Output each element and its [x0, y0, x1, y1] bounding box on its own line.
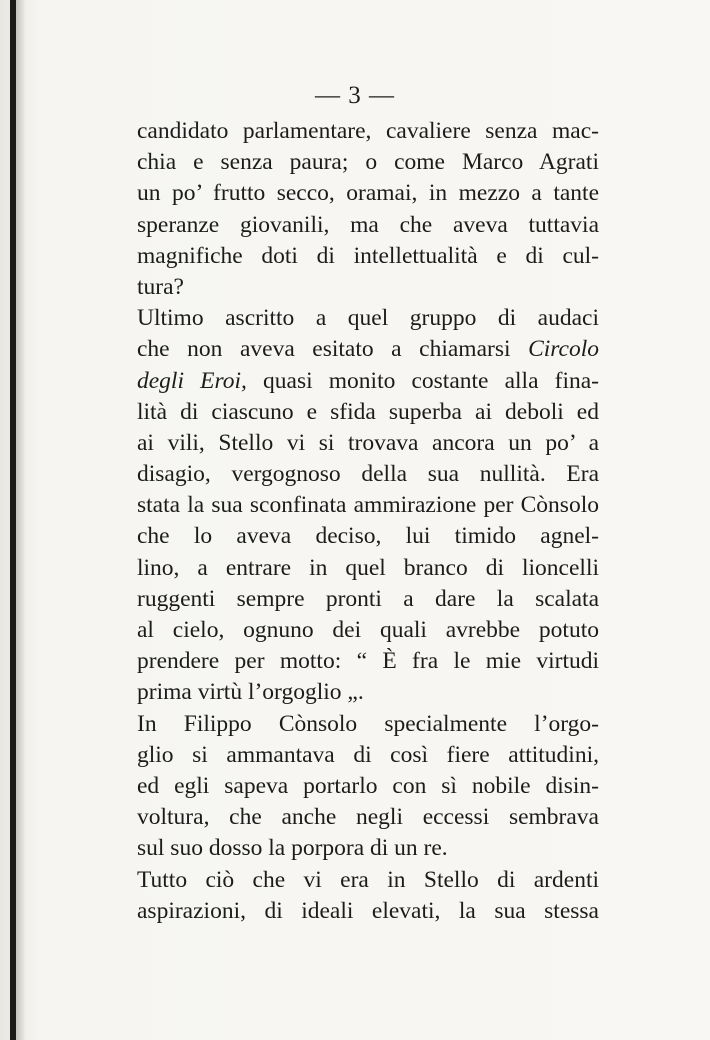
text-line-part: che non aveva esitato a chiamarsi [137, 336, 511, 363]
text-line: stata la sua sconfinata ammirazione per Cònsolo [137, 492, 599, 519]
italic-title-part: Circolo [528, 336, 599, 363]
text-line: Tutto ciò che vi era in Stello di ardenti [137, 866, 599, 893]
text-line: magnifiche doti di intellettualità e di cul- [137, 242, 599, 269]
text-line: voltura, che anche negli eccessi sembrava [137, 804, 599, 831]
text-line: lino, a entrare in quel branco di lioncelli [137, 554, 599, 581]
text-line-part: quasi monito costante alla fina- [263, 367, 599, 394]
text-line: aspirazioni, di ideali elevati, la sua stessa [137, 897, 599, 924]
text-line: disagio, vergognoso della sua nullità. Era [137, 461, 599, 488]
text-line: un po’ frutto secco, oramai, in mezzo a tante [137, 180, 599, 207]
text-line: ruggenti sempre pronti a dare la scalata [137, 585, 599, 612]
text-line: al cielo, ognuno dei quali avrebbe potuto [137, 617, 599, 643]
text-line: candidato parlamentare, cavaliere senza mac- [137, 118, 599, 144]
text-line: speranze giovanili, ma che aveva tuttavia [137, 211, 599, 238]
text-line: glio si ammantava di così fiere attitudini, [137, 741, 599, 768]
spine-shadow [16, 0, 26, 1040]
text-line: sul suo dosso la porpora di un re. [137, 835, 448, 862]
text-line: prendere per motto: “ È fra le mie virtudi [137, 648, 599, 675]
text-line: Ultimo ascritto a quel gruppo di audaci [137, 305, 599, 332]
page-number: — 3 — [315, 82, 395, 109]
text-line: che lo aveva deciso, lui timido agnel- [137, 523, 599, 550]
text-line: chia e senza paura; o come Marco Agrati [137, 149, 599, 176]
text-line: lità di ciascuno e sfida superba ai deboli ed [137, 398, 599, 425]
body-text [137, 116, 599, 927]
text-line: In Filippo Cònsolo specialmente l’orgo- [137, 710, 599, 737]
text-line: prima virtù l’orgoglio „. [137, 679, 364, 706]
text-line: ed egli sapeva portarlo con sì nobile disin- [137, 772, 599, 799]
italic-title-part: degli Eroi, [137, 367, 247, 394]
text-line [137, 366, 599, 397]
text-line: tura? [137, 273, 184, 300]
text-line [137, 334, 599, 365]
text-line: ai vili, Stello vi si trovava ancora un po’ a [137, 429, 599, 456]
